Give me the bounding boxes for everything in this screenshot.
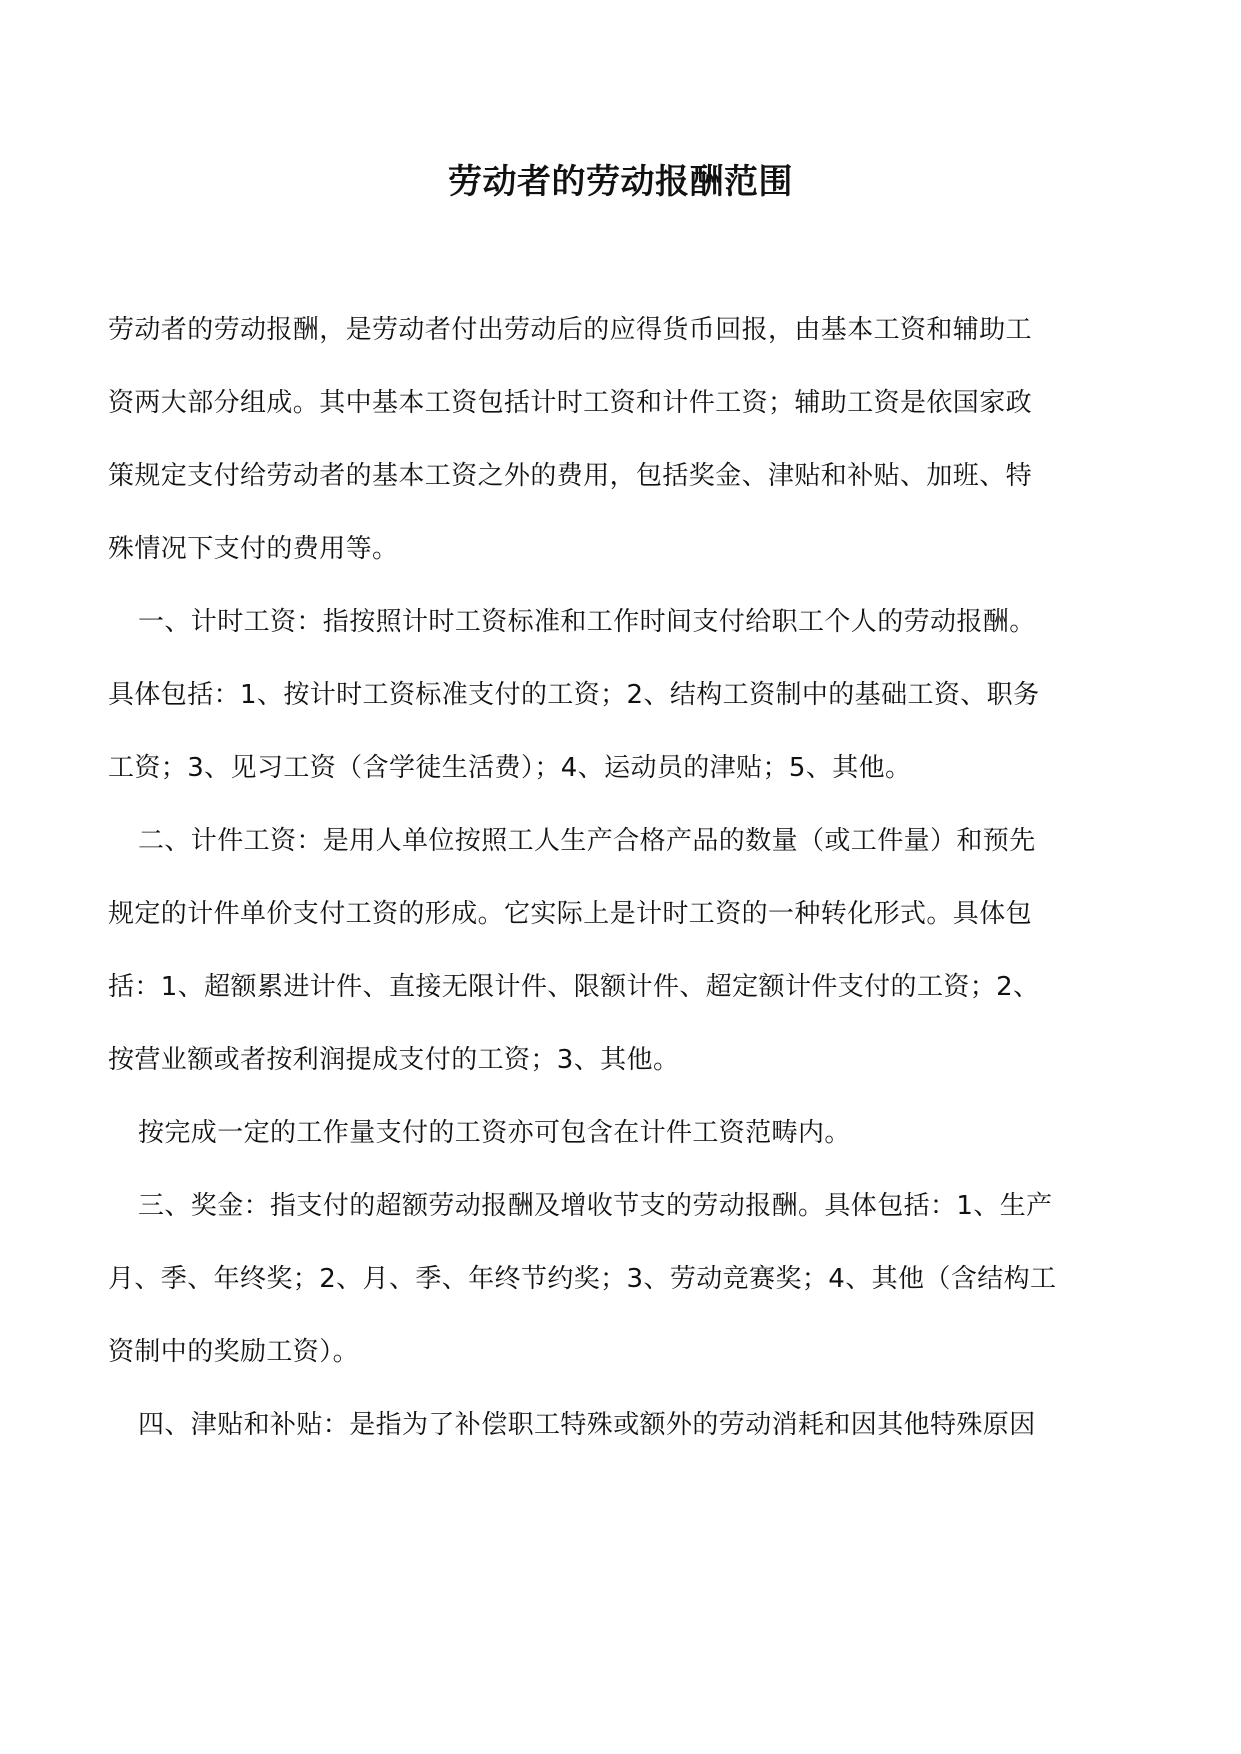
paragraph-1-line-4: 殊情况下支付的费用等。	[108, 534, 399, 564]
paragraph-3-line-1: 二、计件工资：是用人单位按照工人生产合格产品的数量（或工件量）和预先	[138, 826, 1036, 856]
paragraph-5-line-3: 资制中的奖励工资）。	[108, 1337, 360, 1367]
paragraph-1-line-1: 劳动者的劳动报酬，是劳动者付出劳动后的应得货币回报，由基本工资和辅助工	[108, 315, 1033, 345]
paragraph-2-line-1: 一、计时工资：指按照计时工资标准和工作时间支付给职工个人的劳动报酬。	[138, 607, 1036, 637]
paragraph-3-line-2: 规定的计件单价支付工资的形成。它实际上是计时工资的一种转化形式。具体包	[108, 899, 1033, 929]
paragraph-1-line-3: 策规定支付给劳动者的基本工资之外的费用，包括奖金、津贴和补贴、加班、特	[108, 461, 1033, 491]
paragraph-3-line-4: 按营业额或者按利润提成支付的工资；3、其他。	[108, 1045, 680, 1075]
paragraph-4-line-1: 按完成一定的工作量支付的工资亦可包含在计件工资范畴内。	[138, 1118, 851, 1148]
paragraph-2-line-3: 工资；3、见习工资（含学徒生活费）；4、运动员的津贴；5、其他。	[108, 753, 912, 783]
paragraph-3-line-3: 括：1、超额累进计件、直接无限计件、限额计件、超定额计件支付的工资；2、	[108, 972, 1040, 1002]
paragraph-5-line-2: 月、季、年终奖；2、月、季、年终节约奖；3、劳动竞赛奖；4、其他（含结构工	[108, 1264, 1057, 1294]
paragraph-6-line-1: 四、津贴和补贴：是指为了补偿职工特殊或额外的劳动消耗和因其他特殊原因	[138, 1410, 1036, 1440]
document-title: 劳动者的劳动报酬范围	[448, 162, 793, 202]
paragraph-5-line-1: 三、奖金：指支付的超额劳动报酬及增收节支的劳动报酬。具体包括：1、生产	[138, 1191, 1053, 1221]
paragraph-1-line-2: 资两大部分组成。其中基本工资包括计时工资和计件工资；辅助工资是依国家政	[108, 388, 1033, 418]
paragraph-2-line-2: 具体包括：1、按计时工资标准支付的工资；2、结构工资制中的基础工资、职务	[108, 680, 1040, 710]
